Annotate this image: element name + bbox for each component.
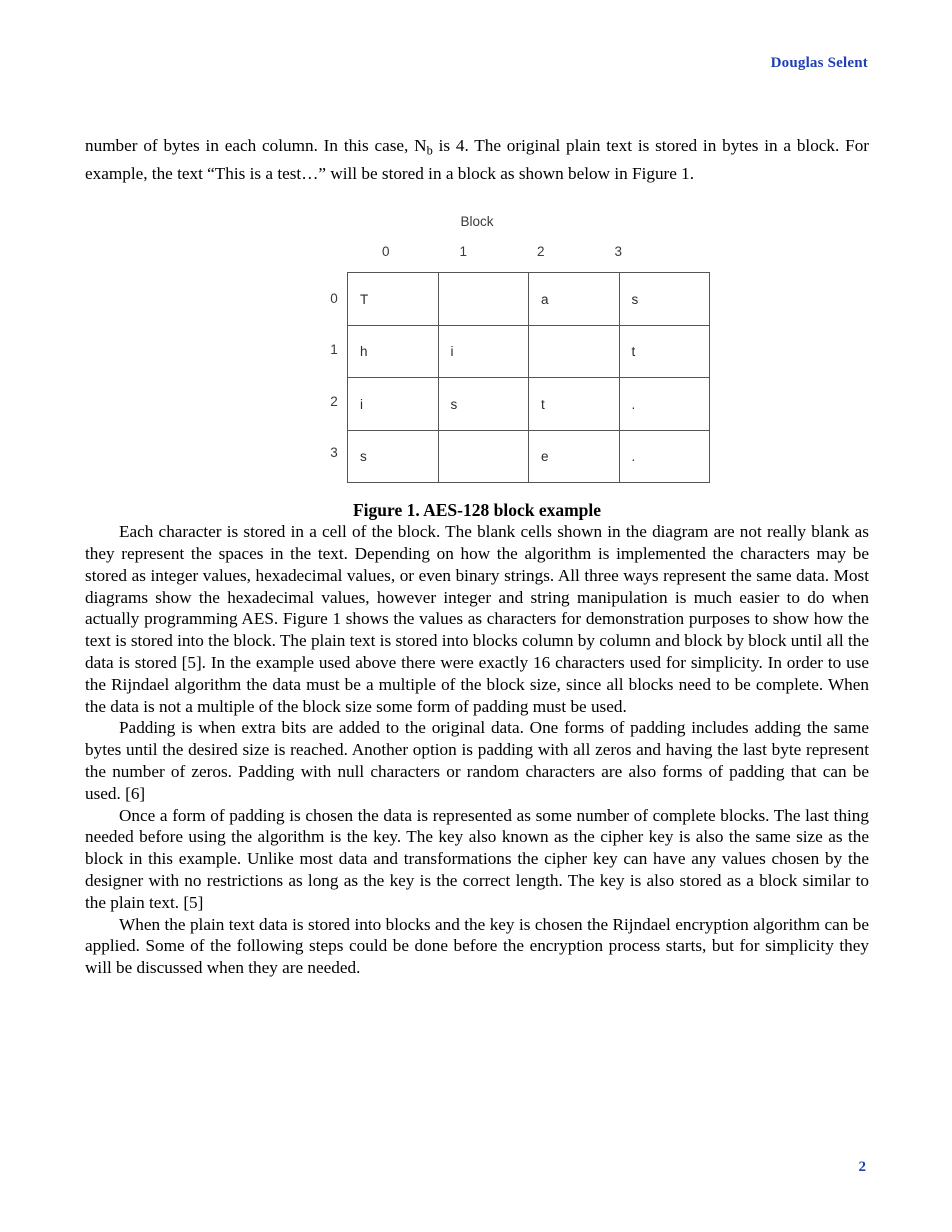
intro-text-part1: number of bytes in each column. In this case, N xyxy=(85,136,427,155)
block-cell-1-0: h xyxy=(348,325,439,378)
page-content xyxy=(85,135,869,979)
block-cell-1-3: t xyxy=(619,325,710,378)
block-cell-3-3: . xyxy=(619,430,710,483)
block-cell-0-0: T xyxy=(348,273,439,326)
block-cell-2-2: t xyxy=(529,378,620,431)
figure-row-labels xyxy=(323,272,345,478)
block-cell-0-1 xyxy=(438,273,529,326)
page-number: 2 xyxy=(858,1159,866,1175)
paragraph-1: Each character is stored in a cell of the block. The blank cells shown in the diagram are not really blank as they represent the spaces in the text. Depending on how the algorithm is implemented the characters may be stored as integer values, hexadecimal values, or even binary strings. All three ways represent the same data. Most diagrams show the hexadecimal values, however integer and string manipulation is much easier to do when actually programming AES. Figure 1 shows the values as characters for demonstration purposes to show how the text is stored into the block. The plain text is stored into blocks column by column and block by block until all the data is stored [5]. In the example used above there were exactly 16 characters used for simplicity. In order to use the Rijndael algorithm the data must be a multiple of the block size, since all blocks need to be complete. When the data is not a multiple of the block size some form of padding must be used. xyxy=(85,522,869,716)
table-row xyxy=(348,273,710,326)
intro-subscript: b xyxy=(426,143,433,158)
intro-paragraph xyxy=(85,135,869,184)
paragraph-4: When the plain text data is stored into blocks and the key is chosen the Rijndael encryption algorithm can be applied. Some of the following steps could be done before the encryption process starts, but for simplicity they will be discussed when they are needed. xyxy=(85,914,869,978)
block-grid xyxy=(347,272,710,483)
block-cell-2-0: i xyxy=(348,378,439,431)
block-cell-3-2: e xyxy=(529,430,620,483)
table-row xyxy=(348,378,710,431)
page-header-author: Douglas Selent xyxy=(770,55,868,71)
block-cell-2-3: . xyxy=(619,378,710,431)
table-row xyxy=(348,430,710,483)
intro-text-part2: is 4. The original plain text is stored in bytes in a block. For example, the text “This is a test…” will be stored in a block as shown below in Figure 1. xyxy=(85,136,870,183)
paragraph-3: Once a form of padding is chosen the data is represented as some number of complete blocks. The last thing needed before using the algorithm is the key. The key also known as the cipher key is also the same size as the block in this example. Unlike most data and transformations the cipher key can have any values chosen by the designer with no restrictions as long as the key is the correct length. The key is also stored as a block similar to the plain text. [5] xyxy=(85,805,869,912)
column-label-3: 3 xyxy=(614,244,622,260)
figure-block-title: Block xyxy=(460,214,494,230)
table-row xyxy=(348,325,710,378)
figure-column-labels xyxy=(347,244,657,259)
column-label-1: 1 xyxy=(459,244,467,260)
figure-1-diagram xyxy=(297,214,657,482)
block-cell-0-2: a xyxy=(529,273,620,326)
block-cell-2-1: s xyxy=(438,378,529,431)
block-cell-3-0: s xyxy=(348,430,439,483)
block-cell-3-1 xyxy=(438,430,529,483)
block-cell-1-1: i xyxy=(438,325,529,378)
row-label-0: 0 xyxy=(330,290,338,306)
row-label-3: 3 xyxy=(330,445,338,461)
paragraph-2: Padding is when extra bits are added to the original data. One forms of padding includes adding the same bytes until the desired size is reached. Another option is padding with all zeros and having the last byte represent the number of zeros. Padding with null characters or random characters are also forms of padding that can be used. [6] xyxy=(85,718,869,803)
figure-1 xyxy=(85,214,869,521)
figure-caption: Figure 1. AES-128 block example xyxy=(352,500,602,521)
row-label-2: 2 xyxy=(330,393,338,409)
row-label-1: 1 xyxy=(330,342,338,358)
block-cell-0-3: s xyxy=(619,273,710,326)
block-cell-1-2 xyxy=(529,325,620,378)
column-label-0: 0 xyxy=(381,244,390,260)
column-label-2: 2 xyxy=(536,244,545,260)
